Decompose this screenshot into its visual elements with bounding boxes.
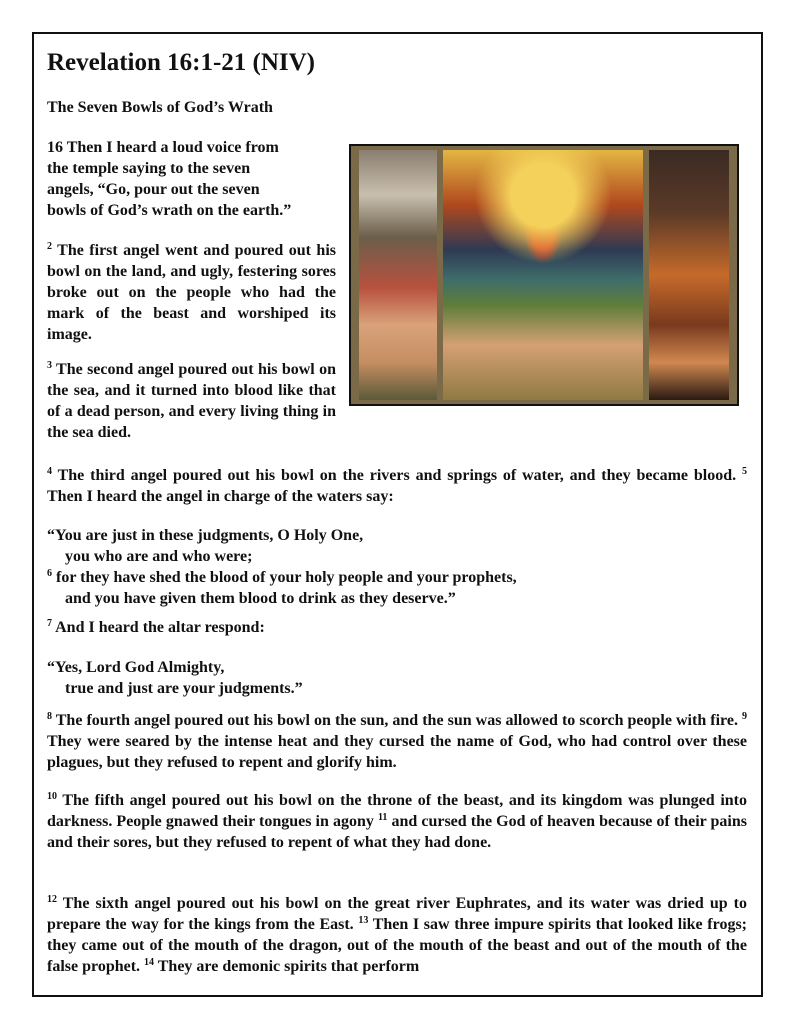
verse-text: Then I saw three impure spirits that looked like frogs; they came out of the mouth of the dragon, out of the mouth of the beast and out of the mouth of the false prophet. [47,916,748,975]
verse-number: 4 [47,466,52,477]
verse-text: The first angel went and poured out his bowl on the land, and ugly, festering sores broke out on the people who had the mark of the beast and worshiped its image. [47,242,336,343]
verse-number: 9 [742,711,747,722]
verse-text: and cursed the God of heaven because of their pains and their sores, but they refused to repent of what they had done. [47,813,748,851]
verse-12-14 [47,893,747,977]
verse-text: They were seared by the intense heat and they cursed the name of God, who had control over these plagues, but they refused to repent and glorify him. [47,733,747,771]
verse-4-5 [47,465,747,507]
poem-line: and you have given them blood to drink as they deserve.” [65,590,456,607]
verse-number: 5 [742,466,747,477]
triptych-painting [349,144,739,406]
verse-number: 7 [47,618,52,629]
verse-10-11 [47,790,747,853]
verse-number: 6 [47,568,52,579]
poem-line: true and just are your judgments.” [65,680,303,697]
verse-text: The fourth angel poured out his bowl on the sun, and the sun was allowed to scorch people with fire. [52,712,742,729]
verse-number: 3 [47,360,52,371]
section-heading: The Seven Bowls of God’s Wrath [47,99,273,116]
verse-1: 16 Then I heard a loud voice from the temple saying to the seven angels, “Go, pour out the seven bowls of God’s wrath on the earth.” [47,139,292,219]
poem-line: you who are and who were; [65,548,253,565]
poem-verse-7 [47,657,747,699]
verse-text: The second angel poured out his bowl on the sea, and it turned into blood like that of a dead person, and every living thing in the sea died. [47,361,336,441]
page-title: Revelation 16:1-21 (NIV) [47,49,316,76]
verse-3 [47,359,336,443]
verse-number: 8 [47,711,52,722]
painting-right-panel [649,150,729,400]
verse-7 [47,617,747,638]
verse-text: for they have shed the blood of your holy people and your prophets, [52,569,517,586]
poem-line: “Yes, Lord God Almighty, [47,659,225,676]
verse-text: The third angel poured out his bowl on the rivers and springs of water, and they became blood. [52,467,742,484]
verse-number: 13 [358,915,369,926]
verse-number: 10 [47,791,57,802]
painting-left-panel [359,150,437,400]
verse-text: The sixth angel poured out his bowl on the great river Euphrates, and its water was dried up to prepare the way for the kings from the East. [47,895,747,933]
verse-text: And I heard the altar respond: [52,619,265,636]
verse-text: The fifth angel poured out his bowl on the throne of the beast, and its kingdom was plunged into darkness. People gnawed their tongues in agony [47,792,747,830]
painting-center-panel [443,150,643,400]
poem-line [47,567,747,588]
verse-text: Then I heard the angel in charge of the waters say: [47,488,394,505]
poem-line: “You are just in these judgments, O Holy One, [47,527,364,544]
verse-number: 14 [144,957,155,968]
verse-text: They are demonic spirits that perform [154,958,420,975]
verse-number: 2 [47,241,52,252]
verse-8-9 [47,710,747,773]
poem-verse-5-6 [47,525,747,609]
verse-number: 12 [47,894,57,905]
verse-2 [47,240,336,345]
verse-number: 11 [377,812,388,823]
